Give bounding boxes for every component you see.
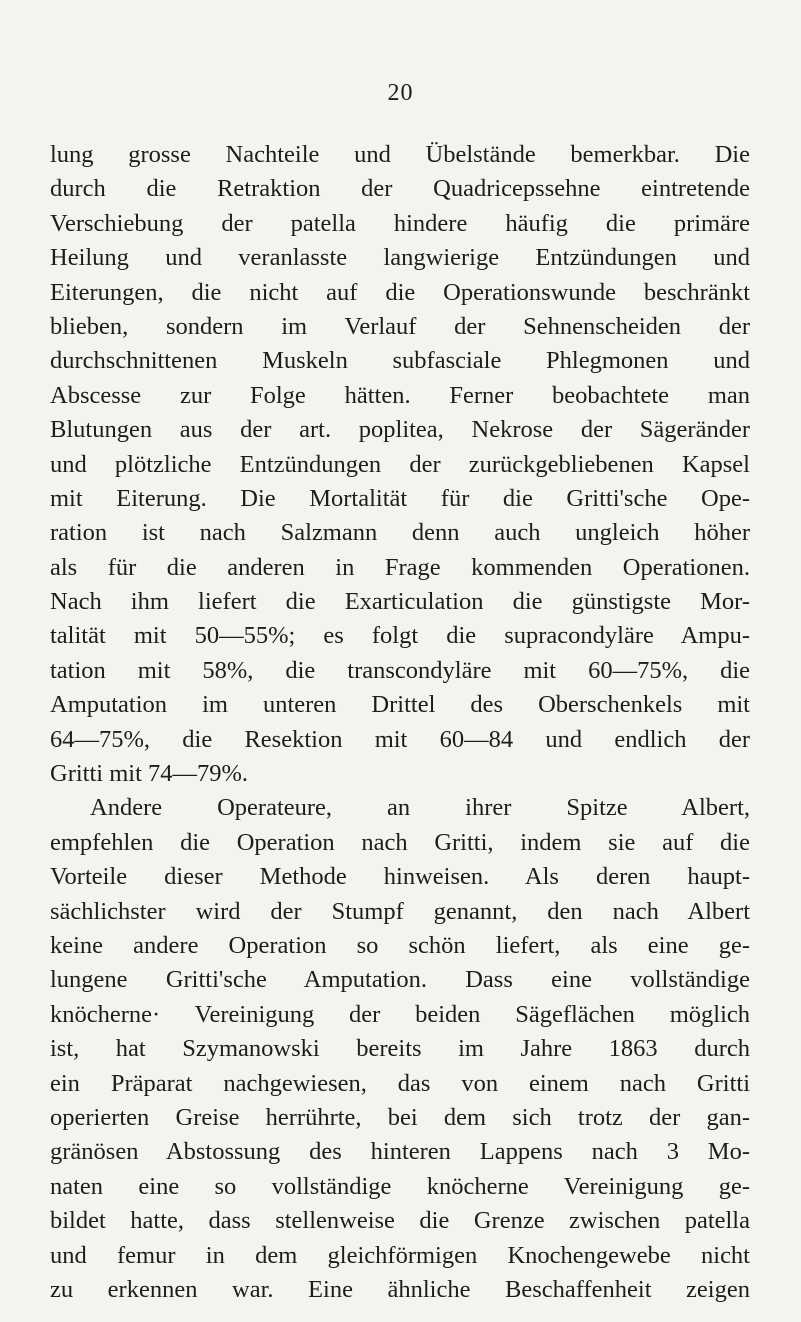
text-line: Amputation im unteren Drittel des Oberschenkels mit	[50, 691, 750, 719]
text-line: Vorteile dieser Methode hinweisen. Als deren haupt-	[50, 863, 750, 891]
text-line: Nach ihm liefert die Exarticulation die günstigste Mor-	[50, 588, 750, 616]
text-line: operierten Greise herrührte, bei dem sich trotz der gan-	[50, 1103, 750, 1131]
text-line: lungene Gritti'sche Amputation. Dass eine vollständige	[50, 966, 750, 994]
text-line: zu erkennen war. Eine ähnliche Beschaffenheit zeigen	[50, 1275, 750, 1303]
page-number: 20	[387, 80, 414, 106]
text-line: Heilung und veranlasste langwierige Entzündungen und	[50, 244, 750, 272]
text-line: 64—75%, die Resektion mit 60—84 und endlich der	[50, 725, 750, 753]
text-line: Andere Operateure, an ihrer Spitze Albert,	[90, 794, 750, 822]
text-line: blieben, sondern im Verlauf der Sehnenscheiden der	[50, 312, 750, 340]
text-line: als für die anderen in Frage kommenden Operationen.	[50, 553, 750, 581]
text-line: bildet hatte, dass stellenweise die Grenze zwischen patella	[50, 1207, 750, 1235]
text-line: ist, hat Szymanowski bereits im Jahre 1863 durch	[50, 1035, 750, 1063]
text-line: durch die Retraktion der Quadricepssehne eintretende	[50, 175, 750, 203]
text-line: und plötzliche Entzündungen der zurückgebliebenen Kapsel	[50, 450, 750, 478]
text-line: ration ist nach Salzmann denn auch ungleich höher	[50, 519, 750, 547]
text-line: gränösen Abstossung des hinteren Lappens nach 3 Mo-	[50, 1138, 750, 1166]
text-line: knöcherne· Vereinigung der beiden Sägeflächen möglich	[50, 1000, 750, 1028]
text-line: ein Präparat nachgewiesen, das von einem nach Gritti	[50, 1069, 750, 1097]
text-line: empfehlen die Operation nach Gritti, indem sie auf die	[50, 828, 750, 856]
text-line: keine andere Operation so schön liefert, als eine ge-	[50, 931, 750, 959]
text-line: talität mit 50—55%; es folgt die supracondyläre Ampu-	[50, 622, 750, 650]
text-line: mit Eiterung. Die Mortalität für die Gritti'sche Ope-	[50, 484, 750, 512]
text-line: Gritti mit 74—79%.	[50, 760, 249, 788]
text-line: sächlichster wird der Stumpf genannt, den nach Albert	[50, 897, 750, 925]
text-line: lung grosse Nachteile und Übelstände bemerkbar. Die	[50, 141, 750, 168]
text-line: Abscesse zur Folge hätten. Ferner beobachtete man	[50, 381, 750, 409]
body-text	[50, 138, 750, 1307]
text-line: Blutungen aus der art. poplitea, Nekrose der Sägeränder	[50, 416, 750, 444]
text-line: naten eine so vollständige knöcherne Vereinigung ge-	[50, 1172, 750, 1200]
text-line: durchschnittenen Muskeln subfasciale Phlegmonen und	[50, 347, 750, 375]
text-line: Eiterungen, die nicht auf die Operationswunde beschränkt	[50, 278, 750, 306]
text-line: tation mit 58%, die transcondyläre mit 60—75%, die	[50, 656, 750, 684]
text-line: Verschiebung der patella hindere häufig die primäre	[50, 209, 750, 237]
text-line: und femur in dem gleichförmigen Knochengewebe nicht	[50, 1241, 750, 1269]
